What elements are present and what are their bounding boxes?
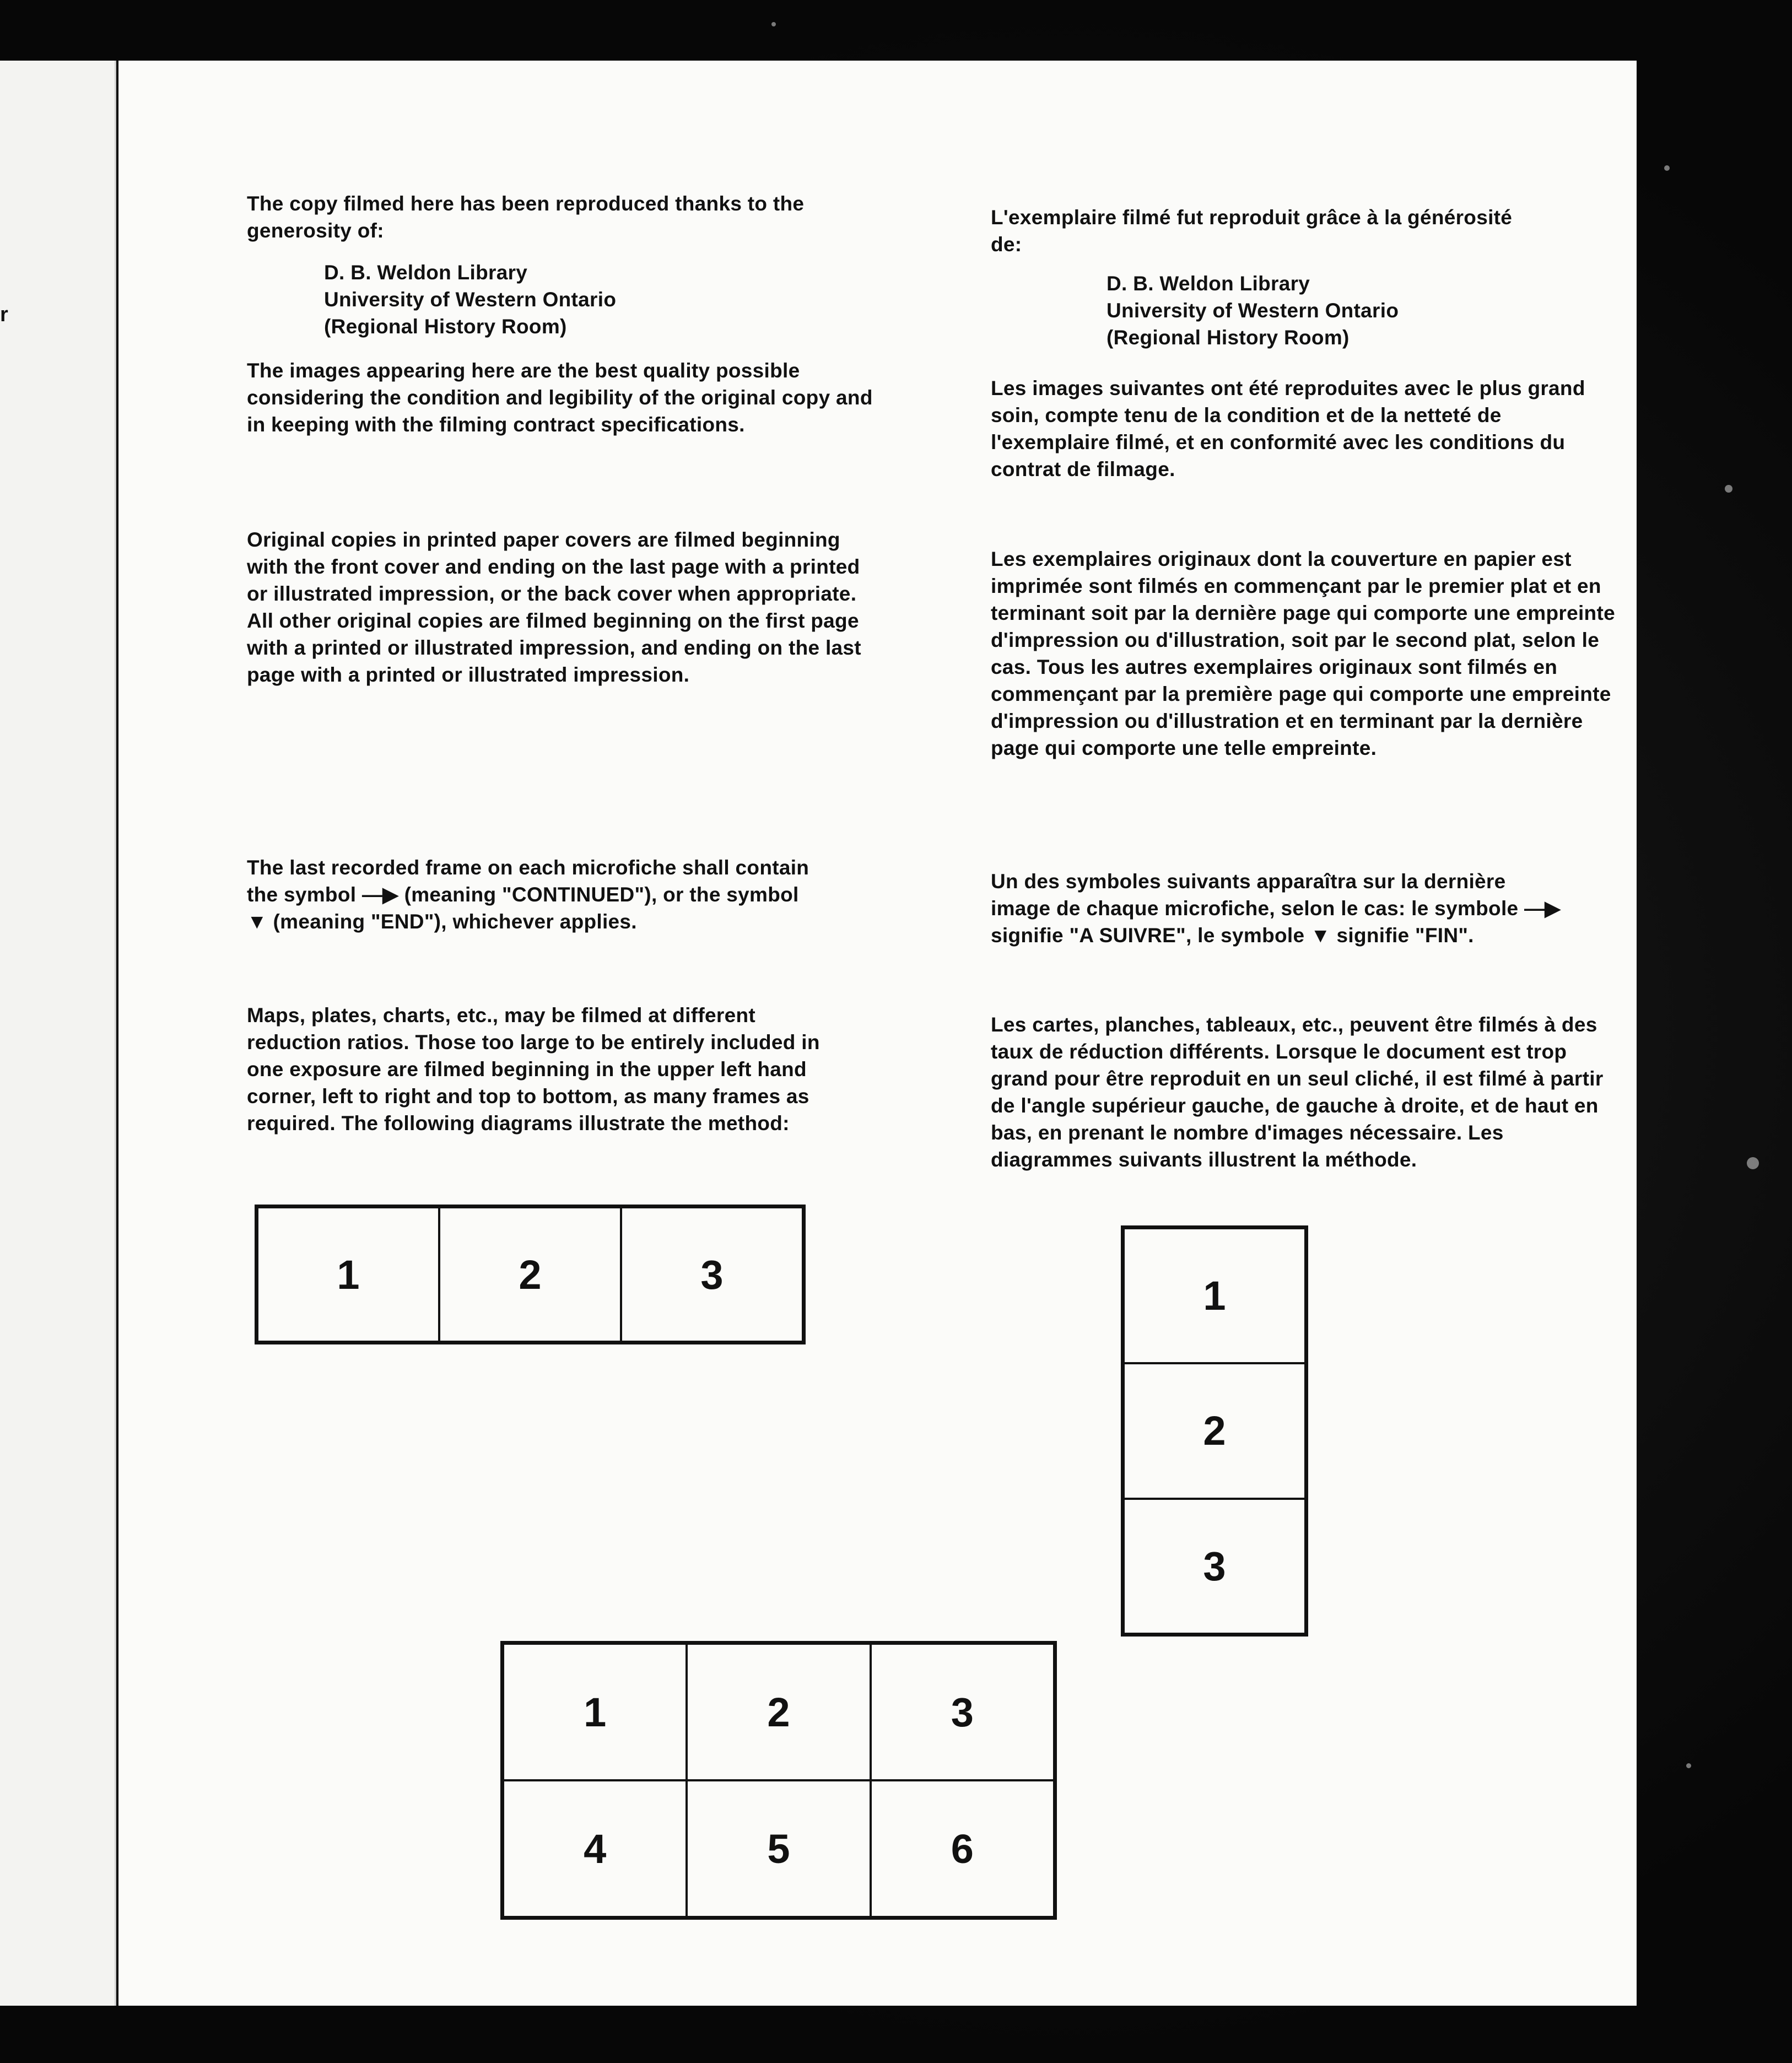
frame-cell: 3	[871, 1644, 1054, 1780]
library-fr	[1106, 270, 1399, 351]
library-room-en: (Regional History Room)	[324, 315, 567, 338]
library-name-en: D. B. Weldon Library	[324, 261, 528, 284]
symbols-text-en-1: The last recorded frame on each microfiche shall contain the symbol	[247, 856, 809, 906]
frame-cell: 1	[503, 1644, 687, 1780]
film-dust	[1725, 485, 1732, 493]
film-dust	[1686, 1763, 1691, 1768]
symbols-text-fr-2: signifie "A SUIVRE", le symbole	[991, 924, 1305, 947]
quality-en: The images appearing here are the best quality possible considering the condition and legibility of the original copy and in keeping with the filming contract specifications.	[247, 359, 873, 436]
diagram-horizontal-frames	[255, 1205, 806, 1344]
frame-cell: 1	[1124, 1228, 1305, 1363]
intro-fr: L'exemplaire filmé fut reproduit grâce à la générosité de:	[991, 206, 1513, 256]
film-dust	[1664, 165, 1670, 171]
page-edge-text: r	[0, 303, 8, 326]
symbols-text-en-2: (meaning "CONTINUED"), or the symbol	[404, 883, 799, 906]
film-dust	[1747, 1157, 1759, 1169]
covers-fr: Les exemplaires originaux dont la couverture en papier est imprimée sont filmés en commençant par le premier plat et en terminant soit par la dernière page qui comporte une empreinte d'impression ou d'illustration, soit par le second plat, selon le cas. Tous les autres exemplaires originaux sont filmés en commençant par la première page qui comporte une empreinte d'impression ou d'illustration et en terminant par la dernière page qui comporte une telle empreinte.	[991, 548, 1615, 759]
frame-cell: 2	[1124, 1363, 1305, 1498]
maps-fr: Les cartes, planches, tableaux, etc., peuvent être filmés à des taux de réduction différents. Lorsque le document est trop grand pour être reproduit en un seul cliché, il est filmé à partir de l'angle supérieur gauche, de gauche à droite, et de haut en bas, en prenant le nombre d'images nécessaire. Les diagrammes suivants illustrent la méthode.	[991, 1013, 1604, 1171]
frame-cell: 2	[439, 1207, 621, 1342]
symbols-fr	[991, 868, 1564, 949]
previous-page-edge	[0, 61, 116, 2006]
symbols-text-en-3: (meaning "END"), whichever applies.	[273, 910, 637, 933]
fin-triangle-icon: ▼	[1310, 924, 1331, 947]
library-name-fr: D. B. Weldon Library	[1106, 272, 1310, 295]
frame-cell: 1	[257, 1207, 439, 1342]
symbols-text-fr-3: signifie "FIN".	[1336, 924, 1474, 947]
frame-cell: 6	[871, 1780, 1054, 1917]
frame-cell: 3	[621, 1207, 803, 1342]
diagram-vertical-frames	[1121, 1225, 1308, 1637]
continued-arrow-icon: —▶	[361, 883, 398, 906]
symbols-en	[247, 854, 820, 935]
intro-en: The copy filmed here has been reproduced thanks to the generosity of:	[247, 192, 805, 242]
frame-cell: 3	[1124, 1499, 1305, 1634]
end-triangle-icon: ▼	[247, 910, 267, 933]
a-suivre-arrow-icon: —▶	[1524, 897, 1561, 920]
quality-fr: Les images suivantes ont été reproduites avec le plus grand soin, compte tenu de la condition et de la netteté de l'exemplaire filmé, et en conformité avec les conditions du contrat de filmage.	[991, 377, 1585, 480]
library-university-fr: University of Western Ontario	[1106, 299, 1399, 322]
library-university-en: University of Western Ontario	[324, 288, 617, 311]
symbols-text-fr-1: Un des symboles suivants apparaîtra sur la dernière image de chaque microfiche, selon le cas: le symbole	[991, 870, 1519, 920]
library-room-fr: (Regional History Room)	[1106, 326, 1350, 349]
frame-cell: 2	[687, 1644, 870, 1780]
frame-cell: 5	[687, 1780, 870, 1917]
covers-en: Original copies in printed paper covers are filmed beginning with the front cover and ending on the last page with a printed or illustrated impression, or the back cover when appropriate. All other original copies are filmed beginning on the first page with a printed or illustrated impression, and ending on the last page with a printed or illustrated impression.	[247, 528, 861, 686]
library-en	[324, 259, 616, 340]
diagram-grid-frames	[500, 1641, 1057, 1920]
maps-en: Maps, plates, charts, etc., may be filmed at different reduction ratios. Those too large to be entirely included in one exposure are filmed beginning in the upper left hand corner, left to right and top to bottom, as many frames as required. The following diagrams illustrate the method:	[247, 1004, 820, 1135]
film-dust	[771, 22, 776, 26]
frame-cell: 4	[503, 1780, 687, 1917]
